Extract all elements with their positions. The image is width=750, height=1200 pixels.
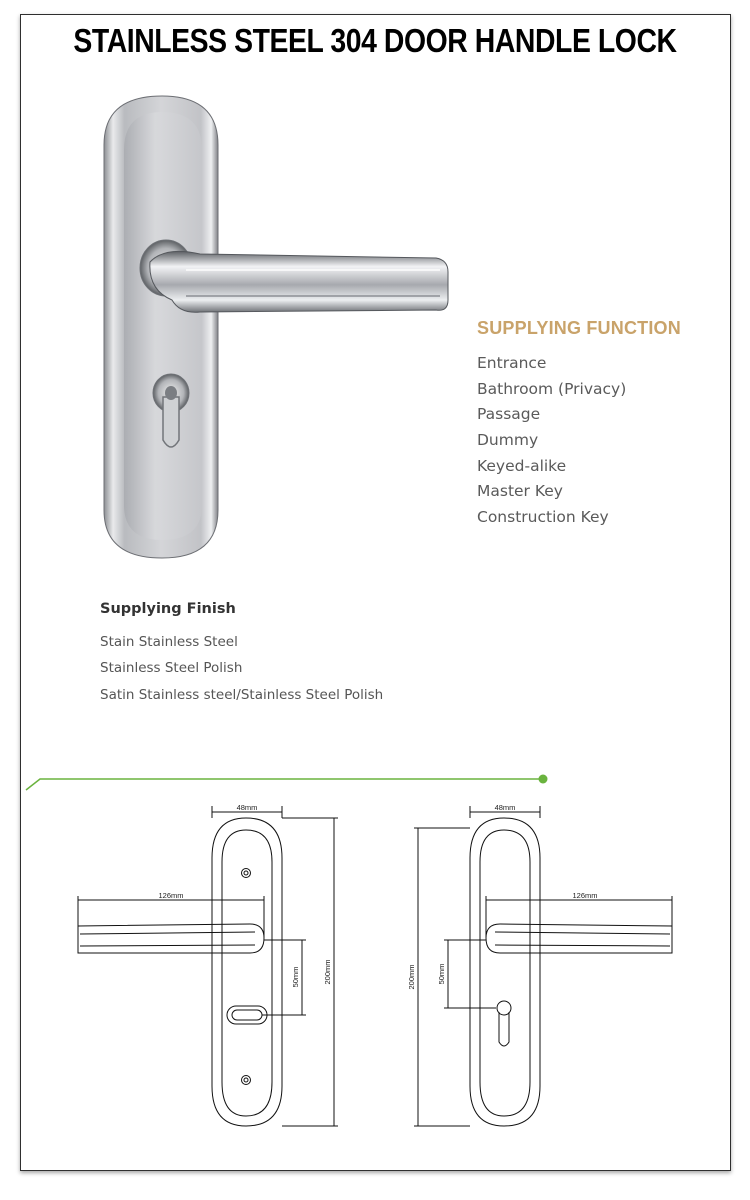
dim-left-spacing: 50mm bbox=[291, 966, 300, 988]
dimension-labels bbox=[158, 803, 597, 990]
dim-right-spacing: 50mm bbox=[437, 963, 446, 985]
drawing-right-outline bbox=[414, 806, 672, 1126]
function-item: Dummy bbox=[477, 431, 539, 450]
dim-left-height: 200mm bbox=[323, 959, 332, 985]
function-item: Bathroom (Privacy) bbox=[477, 379, 627, 398]
dim-left-width: 48mm bbox=[236, 803, 258, 812]
finish-item: Stainless Steel Polish bbox=[100, 660, 243, 677]
finish-item: Satin Stainless steel/Stainless Steel Polish bbox=[100, 686, 384, 703]
function-item: Master Key bbox=[477, 482, 563, 501]
dim-left-handle: 126mm bbox=[158, 891, 184, 900]
dim-right-handle: 126mm bbox=[572, 891, 598, 900]
dim-right-width: 48mm bbox=[494, 803, 516, 812]
function-item: Keyed-alike bbox=[477, 456, 567, 475]
supplying-finish-heading: Supplying Finish bbox=[100, 601, 236, 617]
supplying-function-heading: SUPPLYING FUNCTION bbox=[477, 318, 681, 338]
drawing-left-outline bbox=[78, 806, 338, 1126]
finish-item: Stain Stainless Steel bbox=[100, 634, 238, 650]
dim-right-height: 200mm bbox=[407, 964, 416, 990]
function-item: Passage bbox=[477, 405, 541, 424]
function-item: Entrance bbox=[477, 354, 547, 372]
function-item: Construction Key bbox=[477, 508, 609, 527]
page-title: STAINLESS STEEL 304 DOOR HANDLE LOCK bbox=[73, 22, 677, 59]
